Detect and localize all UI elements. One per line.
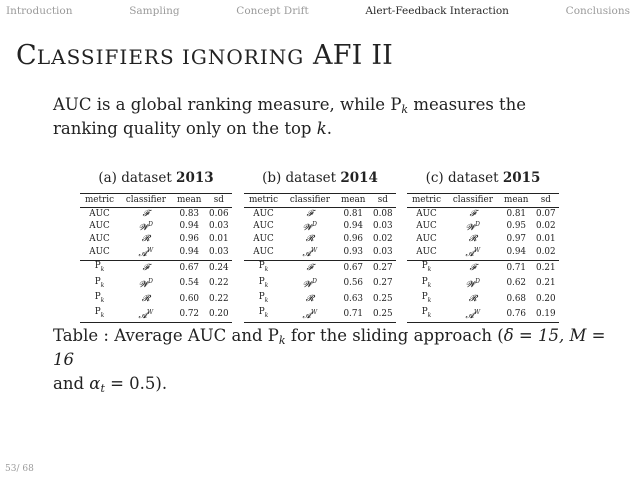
- table-row: [407, 260, 559, 276]
- classifier-cell: 𝓡: [468, 293, 477, 304]
- classifier-cell: 𝓐$^W$: [138, 246, 154, 259]
- nav-item-concept-drift[interactable]: Concept Drift: [236, 5, 309, 17]
- sd-cell: 0.01: [536, 234, 556, 245]
- mean-cell: 0.63: [343, 293, 364, 304]
- metric-cell: AUC: [253, 247, 274, 258]
- sd-cell: 0.02: [536, 221, 556, 232]
- sd-cell: 0.03: [209, 247, 229, 258]
- sd-cell: 0.22: [209, 278, 229, 289]
- metric-cell: $P_k$: [244, 260, 283, 276]
- sd-cell: 0.07: [536, 208, 556, 219]
- nav-item-sampling[interactable]: Sampling: [129, 5, 180, 17]
- mean-cell: 0.81: [506, 208, 527, 219]
- metric-cell: $P_k$: [258, 291, 269, 304]
- column-header: mean: [337, 194, 370, 208]
- subtable-caption: (c) dataset 2015: [425, 170, 541, 186]
- classifier-cell: 𝓦$^D$: [138, 221, 153, 233]
- sd-cell: 0.25: [370, 307, 396, 323]
- subtable-caption: (b) dataset 2014: [262, 170, 378, 186]
- subtable-caption: (a) dataset 2013: [98, 170, 214, 186]
- table-row: [244, 220, 396, 234]
- intro-text: AUC is a global ranking measure, while $P_k$ measures the ranking quality only on the top k.: [53, 95, 527, 138]
- classifier-cell: 𝓕: [469, 208, 477, 219]
- navigation-bar: [0, 0, 638, 22]
- classifier-cell: 𝓕: [446, 260, 500, 276]
- mean-cell: 0.62: [506, 278, 527, 289]
- classifier-cell: 𝓦$^D$: [302, 221, 317, 233]
- table-row: [244, 245, 396, 260]
- sd-cell: 0.20: [206, 307, 232, 323]
- sd-cell: 0.03: [373, 221, 393, 232]
- sd-cell: 0.21: [536, 278, 556, 289]
- sd-cell: 0.22: [209, 293, 229, 304]
- mean-cell: 0.67: [337, 260, 370, 276]
- table-row: [407, 208, 559, 220]
- classifier-cell: 𝓡: [305, 234, 314, 245]
- table-row: [407, 220, 559, 234]
- metric-cell: $P_k$: [80, 260, 119, 276]
- sd-cell: 0.25: [373, 293, 393, 304]
- mean-cell: 0.72: [173, 307, 206, 323]
- slide-title: CLASSIFIERS IGNORING AFI II: [16, 40, 394, 71]
- metric-cell: $P_k$: [407, 307, 446, 323]
- table-row: [407, 245, 559, 260]
- classifier-cell: 𝓡: [305, 293, 314, 304]
- metric-cell: AUC: [89, 208, 110, 219]
- table-row: [80, 245, 232, 260]
- classifier-cell: 𝓐$^W$: [302, 246, 318, 259]
- subtables: [80, 170, 560, 321]
- column-header: classifier: [119, 194, 173, 208]
- classifier-cell: 𝓐$^W$: [283, 307, 337, 323]
- sd-cell: 0.03: [373, 247, 393, 258]
- classifier-cell: 𝓕: [119, 260, 173, 276]
- classifier-cell: 𝓕: [283, 260, 337, 276]
- classifier-cell: 𝓐$^W$: [465, 246, 481, 259]
- mean-cell: 0.93: [343, 247, 364, 258]
- classifier-cell: 𝓡: [141, 234, 150, 245]
- classifier-cell: 𝓕: [306, 208, 314, 219]
- nav-item-introduction[interactable]: Introduction: [6, 5, 73, 17]
- table-row: [80, 276, 232, 291]
- mean-cell: 0.96: [343, 234, 364, 245]
- mean-cell: 0.76: [500, 307, 533, 323]
- sd-cell: 0.24: [206, 260, 232, 276]
- table-row: [244, 307, 396, 323]
- mean-cell: 0.68: [506, 293, 527, 304]
- page-number: 53/ 68: [5, 464, 34, 474]
- metric-cell: AUC: [416, 221, 437, 232]
- table-row: [244, 260, 396, 276]
- column-header: metric: [244, 194, 283, 208]
- classifier-cell: 𝓦$^D$: [465, 278, 480, 290]
- subtable-2014: [244, 170, 396, 323]
- sd-cell: 0.20: [536, 293, 556, 304]
- metric-cell: $P_k$: [244, 307, 283, 323]
- sd-cell: 0.08: [373, 208, 393, 219]
- metric-cell: AUC: [89, 247, 110, 258]
- mean-cell: 0.94: [506, 247, 527, 258]
- table-row: [244, 291, 396, 306]
- classifier-cell: 𝓡: [468, 234, 477, 245]
- table-row: [80, 220, 232, 234]
- mean-cell: 0.95: [506, 221, 527, 232]
- sd-cell: 0.06: [209, 208, 229, 219]
- mean-cell: 0.94: [179, 221, 200, 232]
- metric-cell: AUC: [253, 221, 274, 232]
- mean-cell: 0.97: [506, 234, 527, 245]
- subtable-2013: [80, 170, 232, 323]
- classifier-cell: 𝓦$^D$: [138, 278, 153, 290]
- classifier-cell: 𝓡: [141, 293, 150, 304]
- table-row: [407, 234, 559, 246]
- table-row: [244, 234, 396, 246]
- subtable-2015: [407, 170, 559, 323]
- table-row: [407, 276, 559, 291]
- results-table: [244, 193, 396, 323]
- table-caption: Table : Average AUC and $P_k$ for the sliding approach (δ = 15, M = 16 and $\alpha_t = 0.5$).: [53, 326, 606, 395]
- mean-cell: 0.94: [179, 247, 200, 258]
- nav-item-alert-feedback-interaction[interactable]: Alert-Feedback Interaction: [365, 5, 509, 17]
- mean-cell: 0.71: [337, 307, 370, 323]
- table-row: [244, 208, 396, 220]
- classifier-cell: 𝓐$^W$: [446, 307, 500, 323]
- results-table: [80, 193, 232, 323]
- table-row: [244, 276, 396, 291]
- sd-cell: 0.02: [536, 247, 556, 258]
- metric-cell: $P_k$: [407, 260, 446, 276]
- sd-cell: 0.21: [533, 260, 559, 276]
- mean-cell: 0.83: [179, 208, 200, 219]
- metric-cell: AUC: [253, 234, 274, 245]
- mean-cell: 0.67: [173, 260, 206, 276]
- metric-cell: AUC: [89, 221, 110, 232]
- mean-cell: 0.96: [179, 234, 200, 245]
- classifier-cell: 𝓐$^W$: [119, 307, 173, 323]
- sd-cell: 0.19: [533, 307, 559, 323]
- metric-cell: $P_k$: [421, 291, 432, 304]
- classifier-cell: 𝓦$^D$: [302, 278, 317, 290]
- results-table: [407, 193, 559, 323]
- table-row: [80, 260, 232, 276]
- sd-cell: 0.02: [373, 234, 393, 245]
- column-header: sd: [533, 194, 559, 208]
- metric-cell: AUC: [416, 234, 437, 245]
- metric-cell: AUC: [416, 208, 437, 219]
- mean-cell: 0.94: [343, 221, 364, 232]
- metric-cell: $P_k$: [94, 276, 105, 289]
- mean-cell: 0.60: [179, 293, 200, 304]
- classifier-cell: 𝓕: [142, 208, 150, 219]
- table-row: [80, 208, 232, 220]
- table-row: [80, 307, 232, 323]
- table-row: [80, 234, 232, 246]
- metric-cell: $P_k$: [421, 276, 432, 289]
- mean-cell: 0.81: [343, 208, 364, 219]
- metric-cell: $P_k$: [258, 276, 269, 289]
- column-header: sd: [206, 194, 232, 208]
- table-row: [407, 307, 559, 323]
- sd-cell: 0.27: [373, 278, 393, 289]
- column-header: metric: [80, 194, 119, 208]
- column-header: sd: [370, 194, 396, 208]
- sd-cell: 0.03: [209, 221, 229, 232]
- table-row: [80, 291, 232, 306]
- metric-cell: $P_k$: [94, 291, 105, 304]
- metric-cell: AUC: [253, 208, 274, 219]
- column-header: metric: [407, 194, 446, 208]
- sd-cell: 0.01: [209, 234, 229, 245]
- metric-cell: AUC: [416, 247, 437, 258]
- column-header: classifier: [283, 194, 337, 208]
- column-header: mean: [173, 194, 206, 208]
- metric-cell: AUC: [89, 234, 110, 245]
- mean-cell: 0.54: [179, 278, 200, 289]
- classifier-cell: 𝓦$^D$: [465, 221, 480, 233]
- table-row: [407, 291, 559, 306]
- column-header: mean: [500, 194, 533, 208]
- sd-cell: 0.27: [370, 260, 396, 276]
- mean-cell: 0.56: [343, 278, 364, 289]
- column-header: classifier: [446, 194, 500, 208]
- mean-cell: 0.71: [500, 260, 533, 276]
- metric-cell: $P_k$: [80, 307, 119, 323]
- nav-item-conclusions[interactable]: Conclusions: [565, 5, 630, 17]
